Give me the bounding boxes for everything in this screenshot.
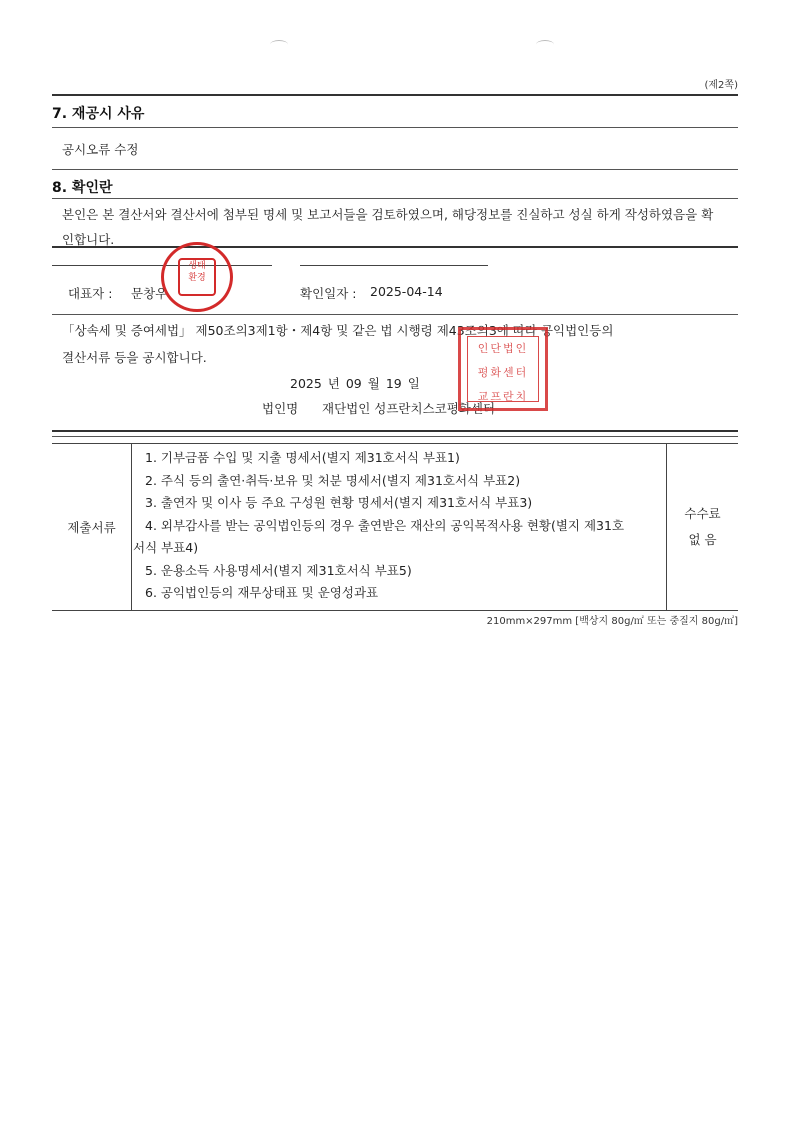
divider <box>52 169 738 170</box>
document-item: 6. 공익법인등의 재무상태표 및 운영성과표 <box>145 585 379 600</box>
round-seal-stamp: 생태 환경 <box>161 242 233 312</box>
page-label: (제2쪽) <box>704 80 738 91</box>
divider <box>52 430 738 432</box>
confirm-date: 2025-04-14 <box>370 284 443 299</box>
documents-list-cell <box>132 444 667 611</box>
corp-name: 재단법인 성프란치스코평화센터 <box>322 401 496 416</box>
notice-line1: 「상속세 및 증여세법」 제50조의3제1항・제4항 및 같은 법 시행령 제43조의3에 따라 공익법인등의 <box>62 323 614 338</box>
section8-title: 8. 확인란 <box>52 180 113 196</box>
notice-line2: 결산서류 등을 공시합니다. <box>62 350 207 365</box>
fee-value: 없 음 <box>688 531 717 547</box>
divider <box>52 127 738 128</box>
divider <box>52 198 738 199</box>
divider <box>52 246 738 248</box>
documents-label: 제출서류 <box>52 444 132 611</box>
corporate-seal-stamp: 인단법인 평화센터 교프란치 <box>458 327 548 411</box>
section7-content: 공시오류 수정 <box>62 142 139 157</box>
fee-label: 수수료 <box>684 505 721 521</box>
representative-label: 대표자 : <box>68 286 113 301</box>
statement-line1: 본인은 본 결산서와 결산서에 첨부된 명세 및 보고서들을 검토하였으며, 해당정보를 진실하고 성실 하게 작성하였음을 확 <box>62 207 714 222</box>
document-item: 서식 부표4) <box>133 540 199 555</box>
representative-name: 문창우 <box>131 286 168 301</box>
fee-cell <box>667 444 739 611</box>
paper-spec-footer: 210mm×297mm [백상지 80g/㎡ 또는 중질지 80g/㎡] <box>486 616 738 627</box>
document-item: 3. 출연자 및 이사 등 주요 구성원 현황 명세서(별지 제31호서식 부표3) <box>145 495 533 510</box>
document-item: 1. 기부금품 수입 및 지출 명세서(별지 제31호서식 부표1) <box>145 450 460 465</box>
punch-hole-mark <box>536 40 554 49</box>
corp-label: 법인명 <box>262 401 299 416</box>
signature-line <box>300 265 488 266</box>
document-item: 4. 외부감사를 받는 공익법인등의 경우 출연받은 재산의 공익목적사용 현황(별지 제31호 <box>145 517 625 533</box>
document-item: 5. 운용소득 사용명세서(별지 제31호서식 부표5) <box>145 562 412 578</box>
divider <box>52 436 738 437</box>
confirm-date-label: 확인일자 : <box>300 286 357 301</box>
statement-line2: 인합니다. <box>62 232 115 247</box>
punch-hole-mark <box>270 40 288 49</box>
notice-date: 2025 년 09 월 19 일 <box>290 376 420 391</box>
section7-title: 7. 재공시 사유 <box>52 106 145 122</box>
divider <box>52 314 738 315</box>
divider <box>52 94 738 96</box>
documents-table <box>52 443 738 611</box>
document-item: 2. 주식 등의 출연·취득·보유 및 처분 명세서(별지 제31호서식 부표2) <box>145 472 521 488</box>
